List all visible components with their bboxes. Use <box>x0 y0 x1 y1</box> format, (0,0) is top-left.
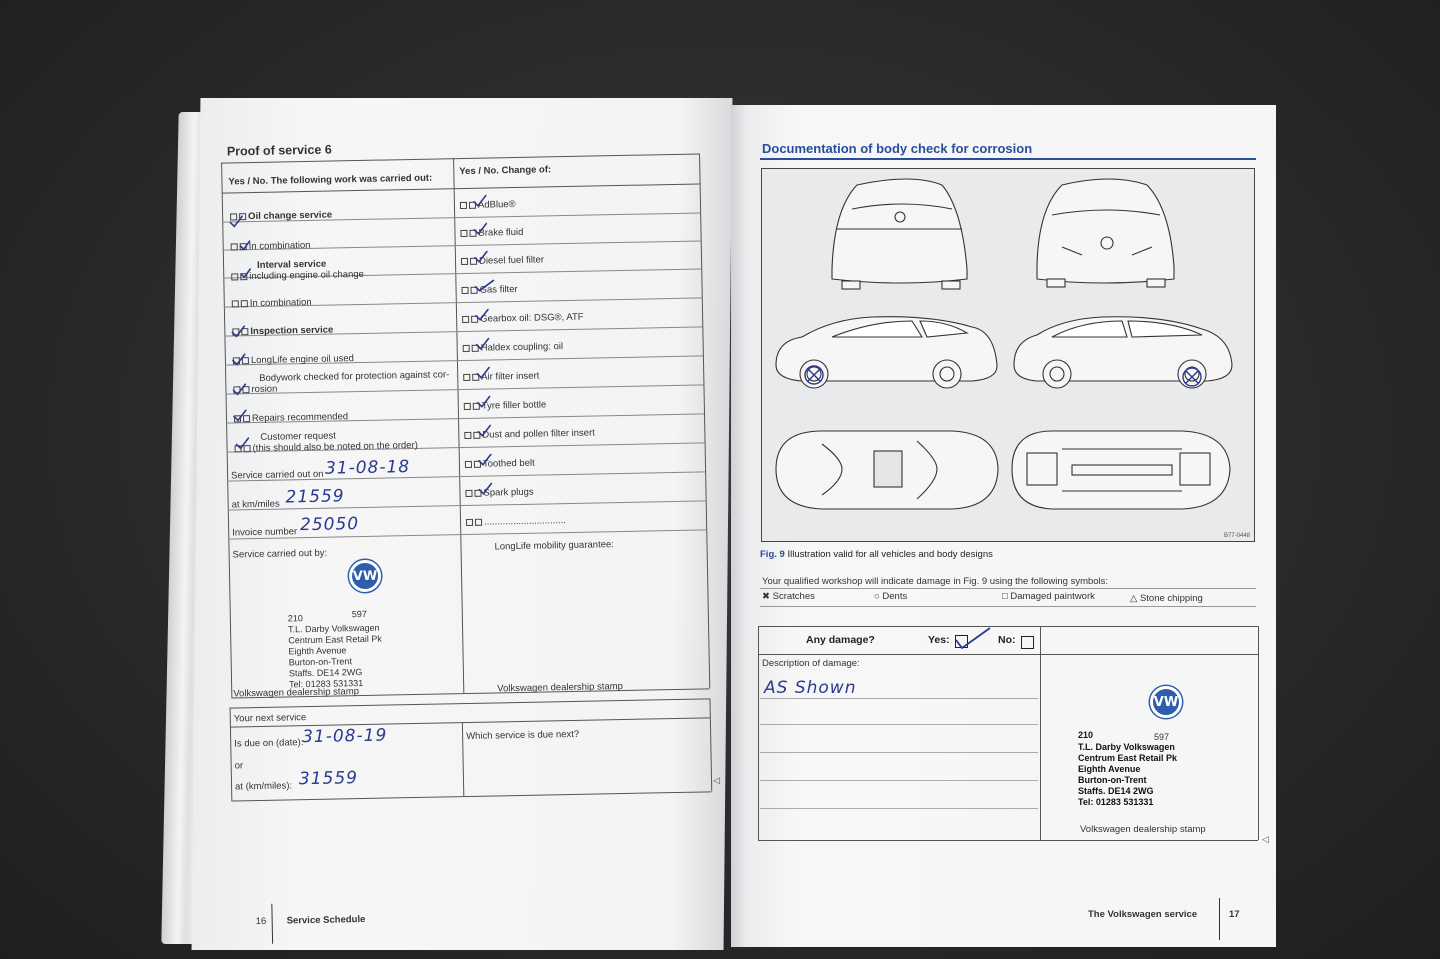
stamp-line: Eighth Avenue <box>288 645 347 657</box>
checkbox-row[interactable]: Gas filter <box>461 284 517 296</box>
stamp-line: Centrum East Retail Pk <box>1078 753 1178 763</box>
checkbox-row[interactable]: Oil change service <box>230 210 332 223</box>
checkbox-row[interactable]: ............................... <box>466 515 566 528</box>
legend-scratches: ✖ Scratches <box>762 591 815 602</box>
km-value[interactable]: 21559 <box>285 486 345 508</box>
checkbox-row[interactable]: Repairs recommended <box>234 411 348 424</box>
stamp-line: Centrum East Retail Pk <box>288 633 382 646</box>
page-title: Proof of service 6 <box>226 142 332 159</box>
stamp-line: T.L. Darby Volkswagen <box>1078 742 1175 752</box>
page-number: 16 <box>255 915 267 928</box>
longlife-label: LongLife mobility guarantee: <box>494 539 614 553</box>
stamp-code: 597 <box>1154 732 1170 742</box>
stamp-line: Eighth Avenue <box>1078 764 1141 774</box>
page-title: Documentation of body check for corrosion <box>762 141 1033 156</box>
service-by-label: Service carried out by: <box>232 547 328 561</box>
checkbox-row[interactable]: rosion <box>233 384 277 396</box>
work-item-label: Interval service <box>256 258 327 271</box>
arrow-icon: ◁ <box>1262 834 1269 844</box>
invoice-label: Invoice number <box>232 526 298 539</box>
description-value[interactable]: AS Shown <box>764 678 857 698</box>
checkbox-row[interactable]: LongLife engine oil used <box>233 353 354 366</box>
checkbox-row[interactable]: Haldex coupling: oil <box>463 341 564 354</box>
checkbox-row[interactable]: Diesel fuel filter <box>461 254 544 267</box>
which-service-label: Which service is due next? <box>466 728 580 743</box>
column-header-change: Yes / No. Change of: <box>459 164 552 178</box>
checkbox-row[interactable]: Air filter insert <box>463 371 539 383</box>
footer-text: The Volkswagen service <box>1088 909 1198 920</box>
no-checkbox[interactable] <box>1021 636 1034 649</box>
figure-caption: Fig. 9 Illustration valid for all vehicles and body designs <box>760 549 993 560</box>
checkbox-row[interactable]: (this should also be noted on the order) <box>234 440 417 455</box>
checkbox-row[interactable]: Spark plugs <box>465 487 533 499</box>
km-label: at km/miles <box>231 498 280 511</box>
footer-text: Service Schedule <box>286 914 366 927</box>
work-item-label: Bodywork checked for protection against cor- <box>259 369 450 384</box>
service-date-label: Service carried out on <box>231 468 324 482</box>
service-date-value[interactable]: 31-08-18 <box>324 457 411 479</box>
checkbox-row[interactable]: Dust and pollen filter insert <box>464 428 595 442</box>
invoice-value[interactable]: 25050 <box>299 514 360 536</box>
legend-dents: ○ Dents <box>874 591 908 602</box>
column-header-work: Yes / No. The following work was carried out: <box>228 172 433 188</box>
stamp-number: 210 <box>287 613 303 624</box>
no-label: No: <box>998 634 1016 646</box>
dealer-stamp-label: Volkswagen dealership stamp <box>497 681 624 695</box>
vw-logo: VW <box>1150 686 1182 718</box>
page-number: 17 <box>1229 909 1240 920</box>
car-diagram <box>761 168 1255 542</box>
legend-stone-chipping: △ Stone chipping <box>1130 593 1203 604</box>
checkbox-row[interactable]: Brake fluid <box>460 227 523 239</box>
any-damage-label: Any damage? <box>806 634 875 646</box>
stamp-code: 597 <box>351 608 367 620</box>
checkbox-row[interactable]: Tyre filler bottle <box>464 399 547 412</box>
stamp-line: Burton-on-Trent <box>288 656 352 668</box>
stamp-line: Burton-on-Trent <box>1078 775 1147 785</box>
stamp-number: 210 <box>1078 730 1094 740</box>
figure-code: B77-0448 <box>1223 533 1250 539</box>
arrow-icon: ◁ <box>712 775 721 786</box>
dealer-stamp-label: Volkswagen dealership stamp <box>233 686 360 700</box>
car-outline-drawings <box>762 169 1256 543</box>
work-item-label: Customer request <box>260 430 336 443</box>
checkbox-row[interactable]: Gearbox oil: DSG®, ATF <box>462 312 584 325</box>
next-service-title: Your next service <box>233 712 307 725</box>
legend-damaged-paintwork: □ Damaged paintwork <box>1002 591 1095 602</box>
legend-intro: Your qualified workshop will indicate damage in Fig. 9 using the following symbols: <box>762 576 1109 587</box>
due-km-label: at (km/miles): <box>234 780 293 793</box>
stamp-line: Tel: 01283 531331 <box>289 678 364 690</box>
handwritten-tick <box>950 624 994 652</box>
checkbox-row[interactable]: In combination <box>231 240 311 253</box>
vw-logo: VW <box>349 560 382 593</box>
or-label: or <box>234 760 244 772</box>
due-date-label: Is due on (date): <box>234 737 304 750</box>
stamp-line: Tel: 01283 531331 <box>1078 797 1154 807</box>
checkbox-row[interactable]: AdBlue® <box>460 199 516 211</box>
yes-label: Yes: <box>928 634 950 646</box>
due-date-value[interactable]: 31-08-19 <box>301 725 388 748</box>
description-label: Description of damage: <box>762 658 860 669</box>
checkbox-row[interactable]: Inspection service <box>232 325 333 338</box>
due-km-value[interactable]: 31559 <box>298 768 359 790</box>
dealer-stamp-label: Volkswagen dealership stamp <box>1080 824 1206 835</box>
stamp-line: Staffs. DE14 2WG <box>1078 786 1154 796</box>
handwritten-ticks <box>222 183 708 512</box>
checkbox-row[interactable]: In combination <box>232 297 312 310</box>
checkbox-row[interactable]: including engine oil change <box>231 269 364 283</box>
stamp-line: T.L. Darby Volkswagen <box>287 622 380 635</box>
checkbox-row[interactable]: Toothed belt <box>465 458 535 470</box>
stamp-line: Staffs. DE14 2WG <box>288 667 363 679</box>
